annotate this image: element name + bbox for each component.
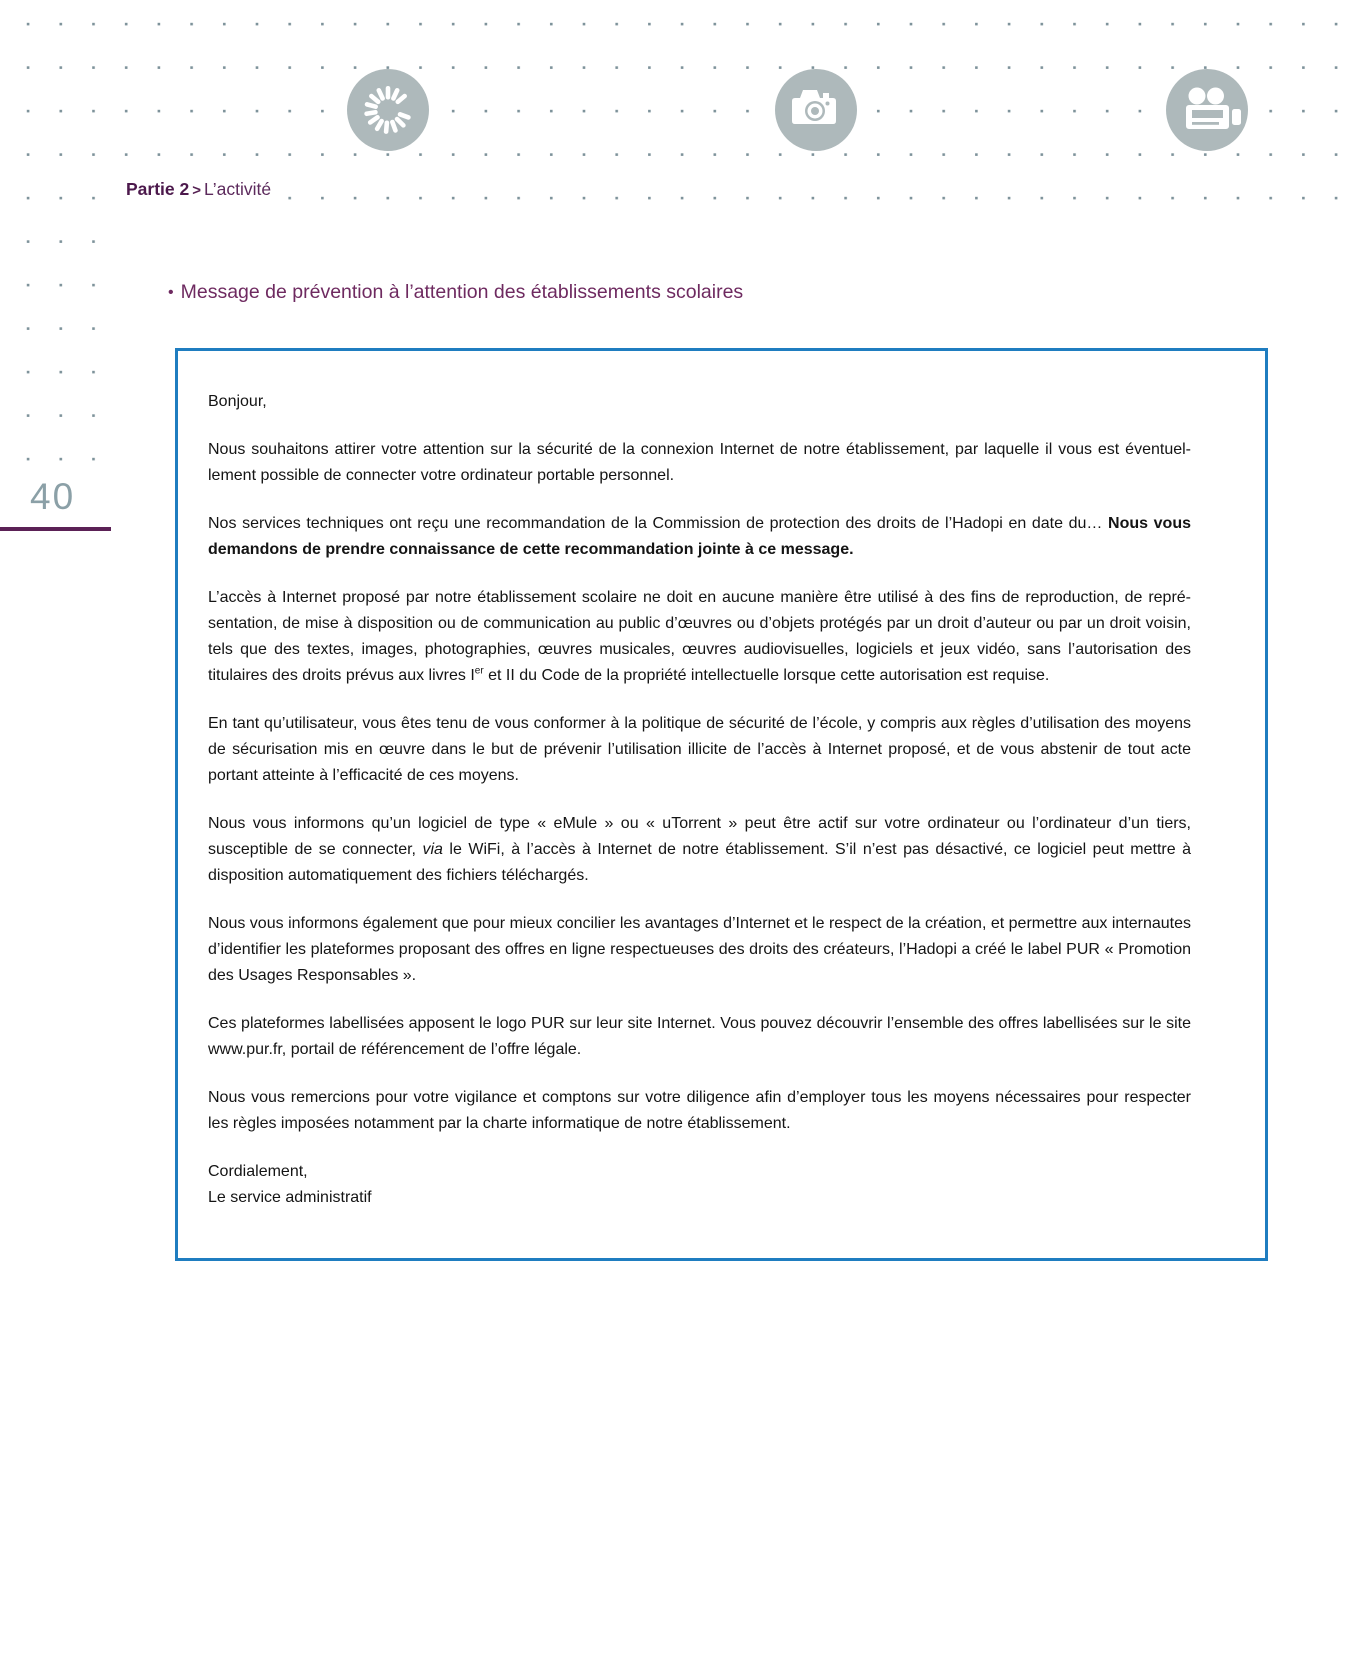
letter-text: En tant qu’utilisateur, vous êtes tenu de vous conformer à la politique de sécurité de l’école, y compris aux règles d’utilisation des moyens de sécurisation mis en œuvre dans le but de prévenir l’utilisation illicite de l’accès à Internet proposé, et de vous abstenir de tout acte portant atteinte à l’efficacité de ces moyens. bbox=[208, 715, 1191, 784]
page-number: 40 bbox=[30, 476, 76, 517]
letter-italic-text: via bbox=[422, 841, 443, 858]
bullet-icon: • bbox=[168, 284, 174, 301]
breadcrumb-section: L’activité bbox=[204, 179, 272, 199]
letter-closing-salutation: Cordialement, bbox=[208, 1163, 308, 1180]
letter-text: Nous vous informons qu’un logiciel de type « eMule » ou « uTorrent » peut être actif sur votre ordinateur ou l’ordinateur d’un tiers, susceptible de se connecter, bbox=[208, 815, 1191, 858]
letter-text: Nous souhaitons attirer votre attention sur la sécurité de la connexion Internet de notre établissement, par laquelle il vous est éventuellement possible de connecter votre ordinateur portable personnel. bbox=[208, 441, 1191, 484]
section-heading bbox=[168, 281, 753, 304]
letter-paragraph bbox=[208, 811, 1191, 889]
letter-text: Ces plateformes labellisées apposent le logo PUR sur leur site Internet. Vous pouvez découvrir l’ensemble des offres labellisées sur le site www.pur.fr, portail de référencement de l’offre légale. bbox=[208, 1015, 1191, 1058]
letter-superscript: er bbox=[474, 665, 484, 677]
letter-paragraph bbox=[208, 911, 1191, 989]
letter-text: Nous vous remercions pour votre vigilance et comptons sur votre diligence afin d’employer tous les moyens nécessaires pour respecter les règles imposées notamment par la charte informatique de notre établissement. bbox=[208, 1089, 1191, 1132]
letter-text: le WiFi, à l’accès à Internet de notre établissement. S’il n’est pas désactivé, ce logiciel peut mettre à disposition automatiquement des fichiers téléchargés. bbox=[208, 841, 1192, 884]
letter-paragraph bbox=[208, 511, 1191, 563]
spinner-badge bbox=[347, 69, 429, 151]
letter-bold-text: Nous vous demandons de prendre connaissance de cette recommandation jointe à ce message. bbox=[208, 515, 1192, 558]
letter-paragraph bbox=[208, 711, 1191, 789]
breadcrumb bbox=[114, 176, 287, 204]
letter-salutation: Bonjour, bbox=[208, 393, 267, 410]
letter-paragraph bbox=[208, 585, 1191, 689]
breadcrumb-separator: > bbox=[192, 182, 201, 199]
video-camera-icon bbox=[1166, 69, 1248, 151]
camera-icon bbox=[775, 69, 857, 151]
letter-paragraph bbox=[208, 1011, 1191, 1063]
page-number-rule bbox=[0, 527, 111, 531]
letter-closing-signature: Le service administratif bbox=[208, 1189, 372, 1206]
breadcrumb-part: Partie 2 bbox=[126, 179, 190, 199]
letter-paragraph bbox=[208, 437, 1191, 489]
section-heading-text: Message de prévention à l’attention des établissements scolaires bbox=[180, 281, 744, 303]
letter-text: L’accès à Internet proposé par notre établissement scolaire ne doit en aucune manière être utilisé à des fins de reproduction, de représentation, de mise à disposition ou de communication au public d’œuvres ou d’objets protégés par un droit d’auteur ou par un droit voisin, tels que des textes, images, photographies, œuvres musicales, œuvres audiovisuelles, logiciels et jeux vidéo, sans l’autorisation des titulaires des droits prévus aux livres I bbox=[208, 589, 1191, 684]
letter-closing bbox=[208, 1159, 1191, 1211]
letter-text: Nos services techniques ont reçu une recommandation de la Commission de protection des droits de l’Hadopi en date du… bbox=[208, 515, 1109, 532]
camera-badge bbox=[775, 69, 857, 151]
letter-text: Nous vous informons également que pour mieux concilier les avantages d’Internet et le respect de la création, et permettre aux internautes d’identifier les plateformes proposant des offres en ligne respectueuses des droits des créateurs, l’Hadopi a créé le label PUR « Promotion des Usages Responsables ». bbox=[208, 915, 1191, 984]
letter-text: et II du Code de la propriété intellectuelle lorsque cette autorisation est requise. bbox=[483, 667, 1050, 684]
video-badge bbox=[1166, 69, 1248, 151]
letter-box bbox=[175, 348, 1268, 1261]
spinner-icon bbox=[347, 69, 429, 151]
letter-paragraph bbox=[208, 1085, 1191, 1137]
